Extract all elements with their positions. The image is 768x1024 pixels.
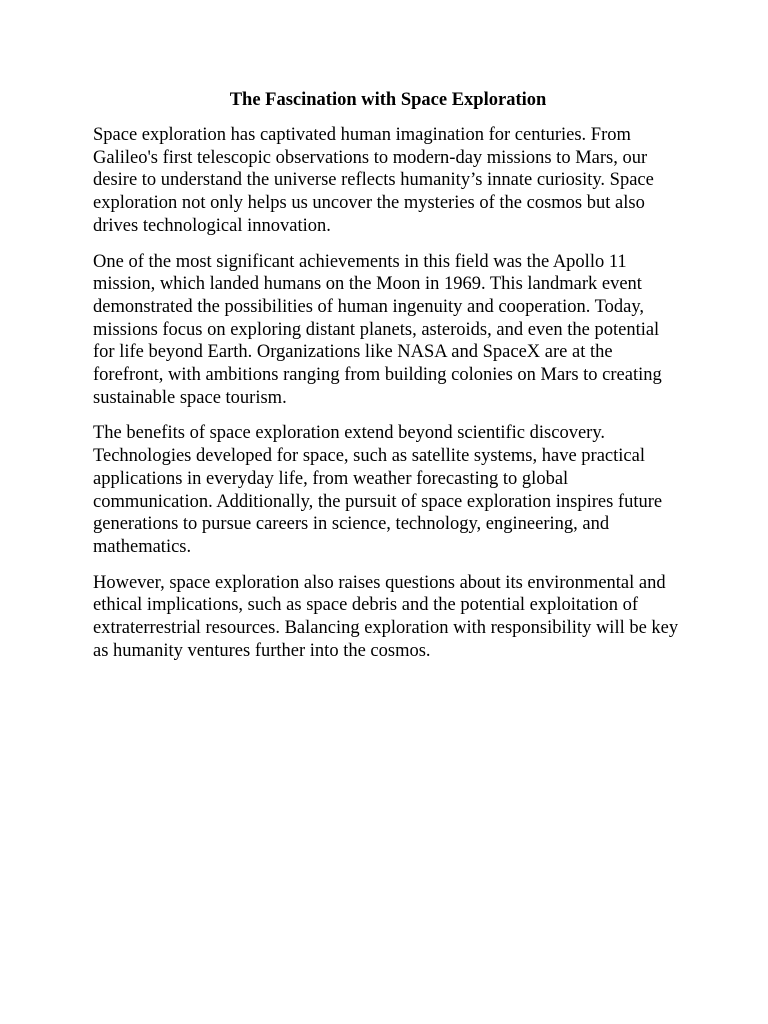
paragraph-1: Space exploration has captivated human imagination for centuries. From Galileo's first telescopic observations to modern-day missions to Mars, our desire to understand the universe reflects humanity’s innate curiosity. Space exploration not only helps us uncover the mysteries of the cosmos but also drives technological innovation. <box>93 125 654 236</box>
document-body <box>93 89 683 675</box>
document-title: The Fascination with Space Exploration <box>229 90 547 110</box>
paragraph-3: The benefits of space exploration extend beyond scientific discovery. Technologies developed for space, such as satellite systems, have practical applications in everyday life, from weather forecasting to global communication. Additionally, the pursuit of space exploration inspires future generations to pursue careers in science, technology, engineering, and mathematics. <box>93 423 663 557</box>
paragraph-2: One of the most significant achievements in this field was the Apollo 11 mission, which landed humans on the Moon in 1969. This landmark event demonstrated the possibilities of human ingenuity and cooperation. Today, missions focus on exploring distant planets, asteroids, and even the potential for life beyond Earth. Organizations like NASA and SpaceX are at the forefront, with ambitions ranging from building colonies on Mars to creating sustainable space tourism. <box>93 251 662 408</box>
paragraph-4: However, space exploration also raises questions about its environmental and ethical implications, such as space debris and the potential exploitation of extraterrestrial resources. Balancing exploration with responsibility will be key as humanity ventures further into the cosmos. <box>93 572 679 661</box>
